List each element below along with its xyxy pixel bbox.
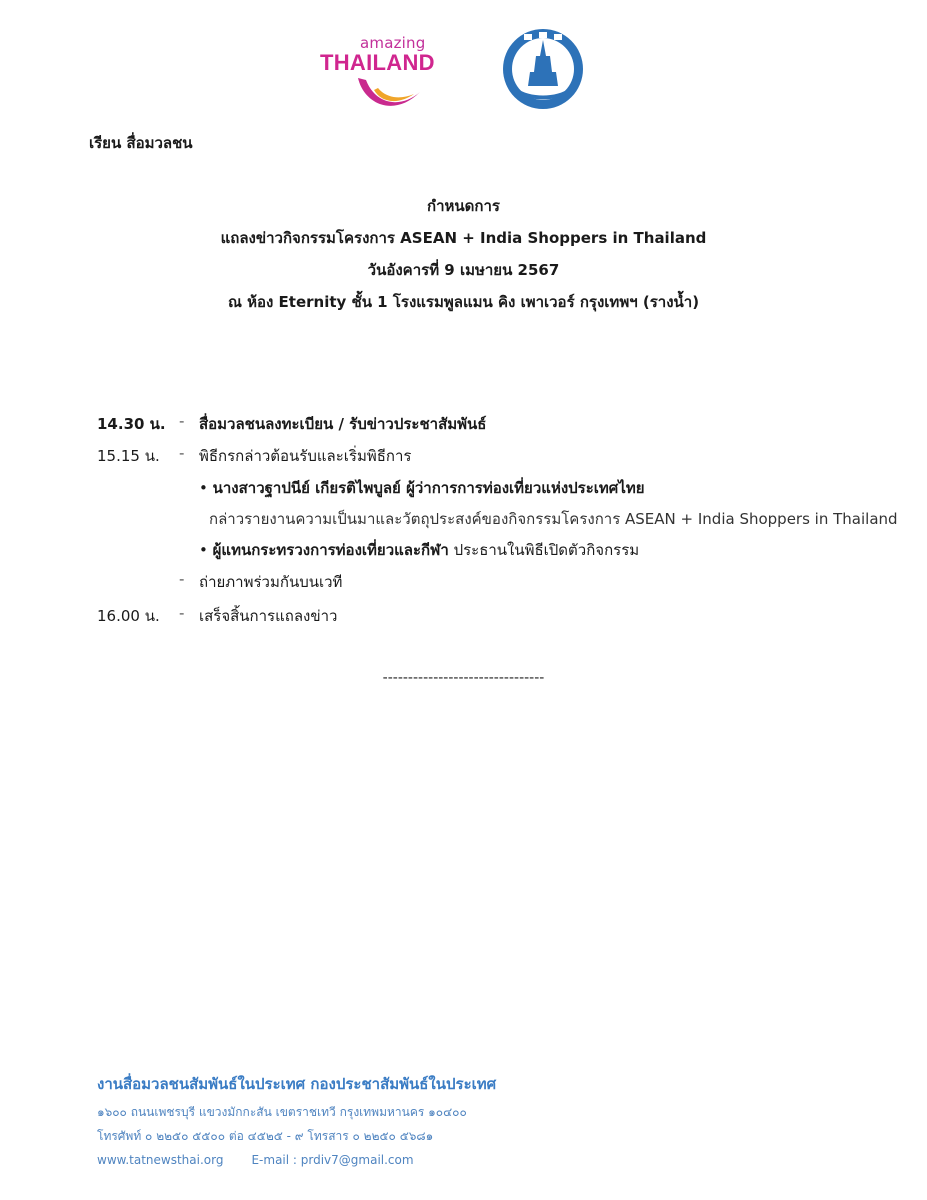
heading-line-2: แถลงข่าวกิจกรรมโครงการ ASEAN + India Shoppers in Thailand [220,229,707,247]
schedule-time: 14.30 น. [97,415,166,433]
amazing-word: amazing [360,34,426,52]
heading-line-3: วันอังคารที่ 9 เมษายน 2567 [367,261,560,279]
swoosh-icon [354,74,424,120]
schedule-text: พิธีกรกล่าวต้อนรับและเริ่มพิธีการ [199,447,412,465]
footer-contact [97,1148,877,1172]
tat-emblem-icon [500,26,586,112]
header-logos [0,26,927,116]
footer [97,1072,877,1172]
schedule-row-3 [0,476,927,504]
schedule-row-6 [0,570,927,598]
bullet: • [199,479,213,497]
schedule-row-2 [0,444,927,472]
thailand-word: THAILAND [320,50,435,75]
footer-phone: โทรศัพท์ ๐ ๒๒๕๐ ๕๕๐๐ ต่อ ๔๕๒๕ - ๙ โทรสาร ๐ ๒๒๕๐ ๕๖๘๑ [97,1129,434,1143]
salutation: เรียน สื่อมวลชน [89,134,193,152]
schedule-text: เสร็จสิ้นการแถลงข่าว [199,607,338,625]
speaker-description: กล่าวรายงานความเป็นมาและวัตถุประสงค์ของกิจกรรมโครงการ ASEAN + India Shoppers in Thailand [209,510,898,528]
schedule-row-7 [0,604,927,632]
footer-address: ๑๖๐๐ ถนนเพชรบุรี แขวงมักกะสัน เขตราชเทวี กรุงเทพมหานคร ๑๐๔๐๐ [97,1105,467,1119]
schedule-dash: - [179,412,185,430]
speaker-role: ประธานในพิธีเปิดตัวกิจกรรม [448,541,640,559]
footer-title: งานสื่อมวลชนสัมพันธ์ในประเทศ กองประชาสัมพันธ์ในประเทศ [97,1075,497,1093]
document-heading [0,194,927,322]
schedule-dash: - [179,570,185,588]
tat-logo [500,26,586,112]
speaker-line [199,476,645,500]
separator-line: -------------------------------- [382,670,545,686]
schedule-text: สื่อมวลชนลงทะเบียน / รับข่าวประชาสัมพันธ์ [199,415,487,433]
schedule-time: 16.00 น. [97,607,160,625]
footer-website-link[interactable]: www.tatnewsthai.org [97,1153,224,1167]
schedule-dash: - [179,604,185,622]
speaker-line [199,538,639,562]
schedule-row-5 [0,538,927,566]
schedule-text: ถ่ายภาพร่วมกันบนเวที [199,573,343,591]
schedule-dash: - [179,444,185,462]
amazing-thailand-logo [320,34,460,118]
footer-email-link[interactable]: E-mail : prdiv7@gmail.com [251,1153,414,1167]
schedule-row-1 [0,412,927,440]
speaker-name: นางสาวฐาปนีย์ เกียรติไพบูลย์ ผู้ว่าการการท่องเที่ยวแห่งประเทศไทย [212,479,645,497]
speaker-name: ผู้แทนกระทรวงการท่องเที่ยวและกีฬา [212,541,449,559]
heading-line-1: กำหนดการ [427,197,500,215]
heading-line-4: ณ ห้อง Eternity ชั้น 1 โรงแรมพูลแมน คิง เพาเวอร์ กรุงเทพฯ (รางน้ำ) [227,293,700,311]
schedule-time: 15.15 น. [97,447,160,465]
schedule-row-4 [0,507,927,535]
bullet: • [199,541,213,559]
